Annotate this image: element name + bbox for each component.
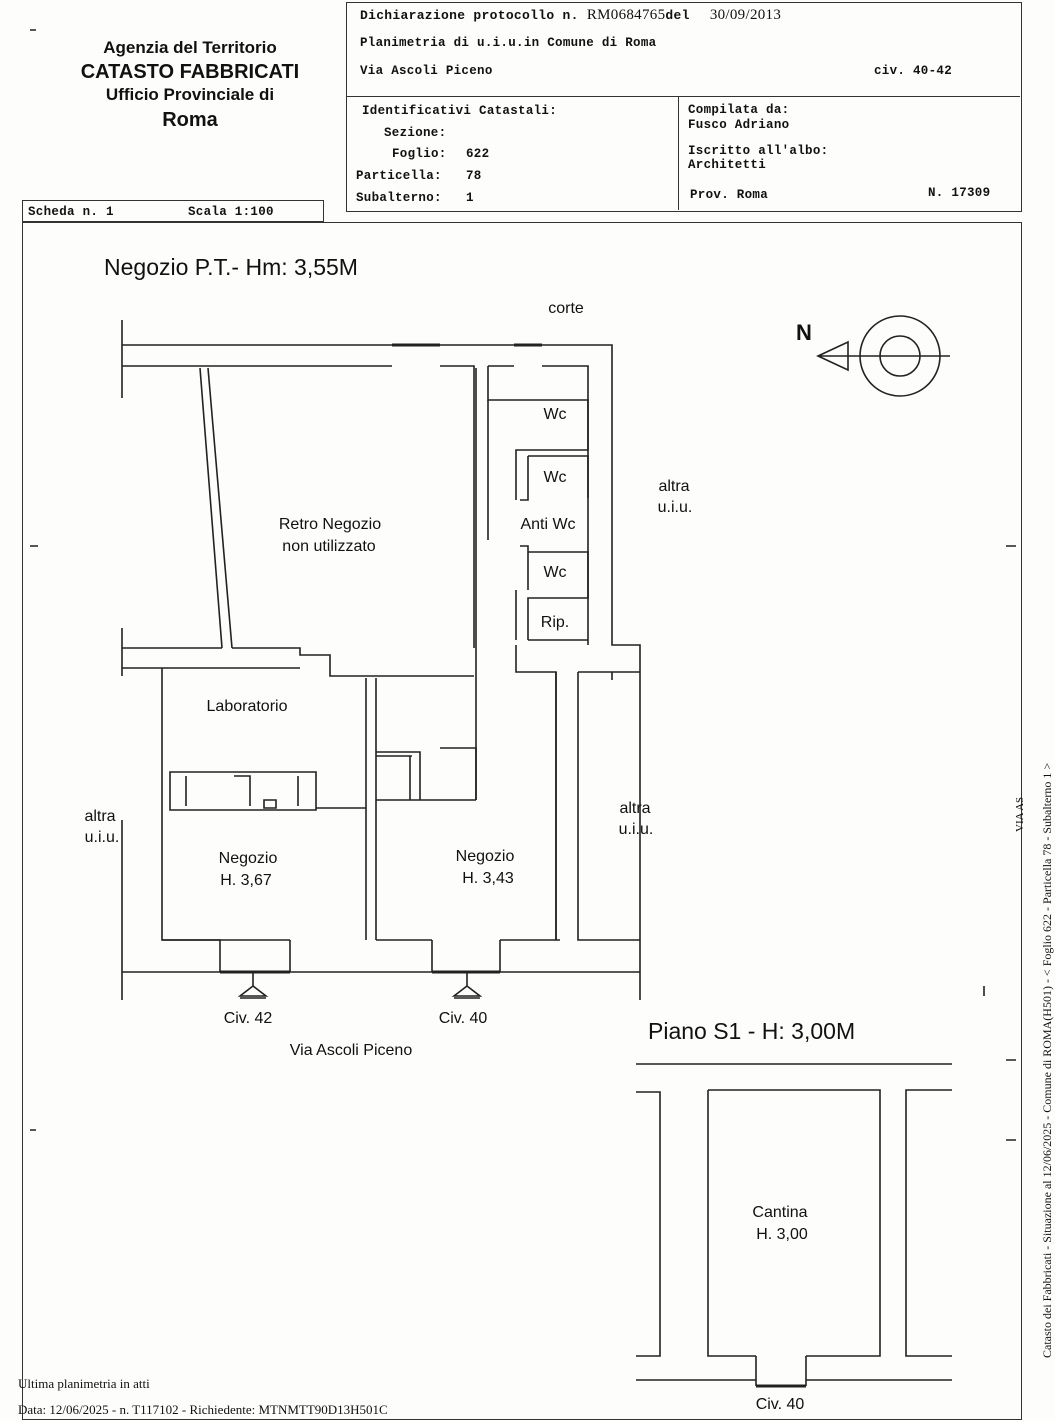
basement-civ-label: Civ. 40: [755, 1396, 805, 1413]
center-stair: [376, 748, 476, 800]
corridor-wall-right: [476, 368, 488, 800]
margin-ticks: [30, 30, 1016, 1140]
agency-line2: CATASTO FABBRICATI: [80, 61, 300, 83]
particella-label: Particella:: [356, 169, 442, 183]
agency-line4: Roma: [162, 109, 218, 131]
basement-left: [636, 1092, 756, 1380]
scheda-label: Scheda n. 1: [28, 205, 114, 219]
north-arrow: [818, 342, 950, 370]
room-laboratorio: Laboratorio: [206, 698, 288, 715]
room-wc-1: Wc: [543, 406, 567, 423]
retro-left-wall: [200, 368, 232, 648]
planimetria-line: Planimetria di u.i.u.in Comune di Roma: [360, 36, 657, 50]
wall-top-inner: [122, 366, 588, 648]
room-negozio-b-line1: Negozio: [455, 848, 515, 865]
wc-block-outer: [488, 366, 588, 500]
north-label: N: [796, 320, 812, 345]
room-negozio-b-line2: H. 3,43: [462, 870, 514, 887]
lab-right-wall: [316, 678, 376, 940]
room-retro-line1: Retro Negozio: [278, 516, 382, 533]
room-negozio-a-line1: Negozio: [218, 850, 278, 867]
room-negozio-a-line2: H. 3,67: [220, 872, 272, 889]
protocol-date: 30/09/2013: [709, 7, 782, 23]
basement-room-line2: H. 3,00: [756, 1226, 808, 1243]
altra-uiu-left-1: altra: [84, 808, 116, 825]
basement-right: [806, 1090, 952, 1380]
albo-value: Architetti: [688, 158, 767, 172]
particella-value: 78: [466, 169, 482, 183]
footer-line2: Data: 12/06/2025 - n. T117102 - Richiedente: MTNMTT90D13H501C: [18, 1402, 388, 1417]
civ-40-label: Civ. 40: [438, 1010, 488, 1027]
address-line: Via Ascoli Piceno: [360, 64, 493, 78]
subalterno-label: Subalterno:: [356, 191, 442, 205]
altra-uiu-right-top-1: altra: [658, 478, 690, 495]
plan-title: Negozio P.T.- Hm: 3,55M: [104, 254, 358, 280]
lab-bench: [170, 772, 316, 810]
del-label: del: [665, 8, 690, 23]
albo-number: N. 17309: [928, 186, 991, 200]
room-retro-line2: non utilizzato: [282, 538, 376, 555]
protocol-number: RM0684765: [586, 7, 666, 23]
civ-42-label: Civ. 42: [223, 1010, 273, 1027]
foglio-label: Foglio:: [392, 147, 447, 161]
foglio-value: 622: [466, 147, 490, 161]
iscritto-label: Iscritto all'albo:: [688, 144, 829, 158]
prov-value: Prov. Roma: [690, 188, 769, 202]
agency-line3: Ufficio Provinciale di: [105, 85, 275, 104]
civ-line: civ. 40-42: [874, 64, 953, 78]
side-vertical-text: Catasto dei Fabbricati - Situazione al 12/06/2025 - Comune di ROMA(H501) - < Foglio 622 - Particella 78 - Subalterno 1 >: [1040, 762, 1054, 1358]
side-stamp-text: VIA AS: [1014, 796, 1026, 832]
compilata-name: Fusco Adriano: [688, 118, 790, 132]
compilata-label: Compilata da:: [688, 103, 790, 117]
street-label: Via Ascoli Piceno: [289, 1042, 413, 1059]
corte-label: corte: [548, 300, 584, 317]
wall-bottom: [122, 680, 640, 1000]
identifiers-title: Identificativi Catastali:: [362, 104, 558, 118]
room-wc-3: Wc: [543, 564, 567, 581]
scheda-scale: Scala 1:100: [188, 205, 274, 219]
entry-marker-40: [454, 972, 480, 998]
basement-title: Piano S1 - H: 3,00M: [648, 1018, 856, 1044]
room-wc-2: Wc: [543, 469, 567, 486]
subalterno-value: 1: [466, 191, 474, 205]
footer-line1: Ultima planimetria in atti: [18, 1376, 150, 1391]
room-rip: Rip.: [540, 614, 570, 631]
altra-uiu-right-mid-2: u.i.u.: [618, 821, 654, 838]
dichiarazione-label: Dichiarazione protocollo n.: [360, 8, 579, 23]
sezione-label: Sezione:: [384, 126, 447, 140]
room-anti-wc: Anti Wc: [520, 516, 576, 533]
altra-uiu-right-mid-1: altra: [619, 800, 651, 817]
altra-uiu-right-top-2: u.i.u.: [657, 499, 693, 516]
altra-uiu-left-2: u.i.u.: [84, 829, 120, 846]
entry-marker-42: [240, 972, 266, 998]
agency-line1: Agenzia del Territorio: [103, 38, 277, 57]
basement-room-line1: Cantina: [752, 1204, 808, 1221]
